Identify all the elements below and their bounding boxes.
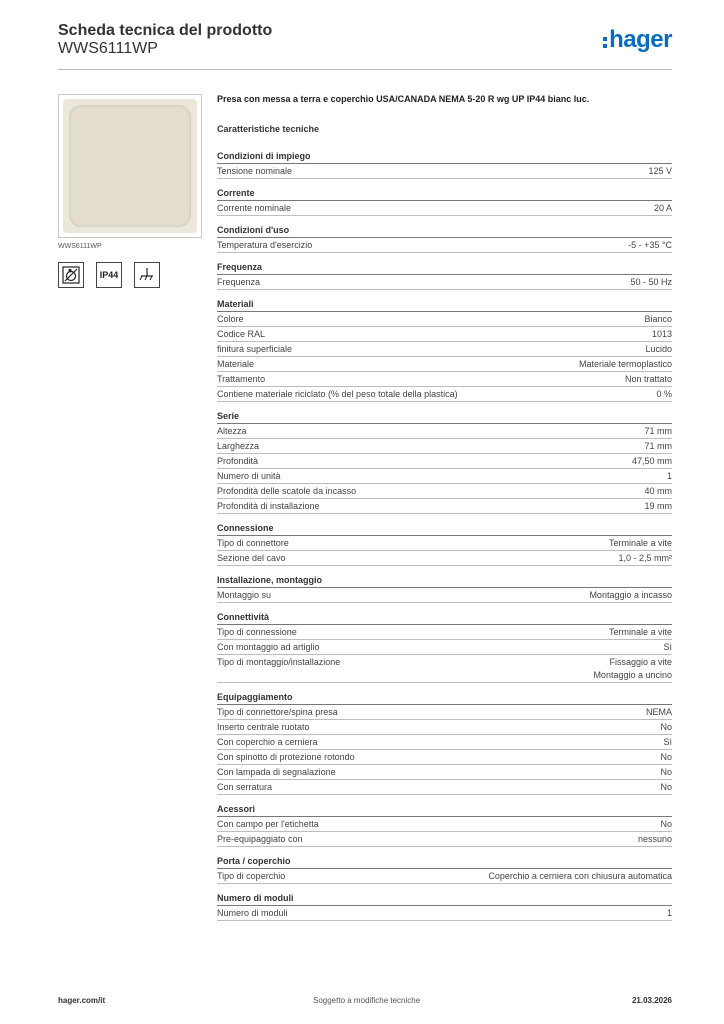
spec-row [217,832,672,847]
spec-value: Coperchio a cerniera con chiusura automatica [488,871,672,881]
spec-row [217,817,672,832]
ip44-icon: IP44 [96,262,122,288]
section-title: Connessione [217,522,672,536]
spec-section [217,187,672,216]
footer-date: 21.03.2026 [631,996,672,1005]
spec-row [217,906,672,921]
product-image-caption: WWS6111WP [58,243,102,250]
spec-row [217,869,672,884]
spec-label: Tipo di connessione [217,627,297,637]
spec-value: 125 V [648,166,672,176]
spec-label: Corrente nominale [217,203,292,213]
section-title: Connettività [217,611,672,625]
spec-label: Altezza [217,426,247,436]
spec-label: Materiale [217,359,255,369]
spec-value: 1 [666,908,672,918]
product-code: WWS6111WP [58,40,158,57]
spec-row [217,357,672,372]
earth-ground-icon [134,262,160,288]
spec-value: 50 - 50 Hz [630,277,672,287]
spec-label: Codice RAL [217,329,266,339]
spec-value: No [660,782,672,792]
spec-value: -5 - +35 °C [628,240,672,250]
section-title: Materiali [217,298,672,312]
spec-section [217,611,672,683]
section-title: Condizioni di impiego [217,150,672,164]
spec-value: 1,0 - 2,5 mm² [618,553,672,563]
spec-value: 20 A [653,203,672,213]
product-description: Presa con messa a terra e coperchio USA/CANADA NEMA 5-20 R wg UP IP44 bianc luc. [217,94,590,104]
page-header [58,20,672,70]
spec-row [217,342,672,357]
spec-sections [217,150,672,921]
spec-value: No [660,722,672,732]
spec-row [217,439,672,454]
spec-section [217,261,672,290]
spec-label: Colore [217,314,244,324]
spec-label: Tipo di connettore [217,538,289,548]
spec-section [217,522,672,566]
spec-value: Montaggio a incasso [589,590,672,600]
spec-row [217,387,672,402]
spec-value: Materiale termoplastico [578,359,672,369]
spec-value: 71 mm [644,426,672,436]
spec-row [217,164,672,179]
spec-row [217,705,672,720]
spec-label: Larghezza [217,441,260,451]
spec-label: Con montaggio ad artiglio [217,642,320,652]
spec-label: Sezione del cavo [217,553,286,563]
spec-row [217,312,672,327]
spec-row [217,750,672,765]
spec-label: Con campo per l'etichetta [217,819,319,829]
spec-label: Tipo di connettore/spina presa [217,707,338,717]
spec-value: 0 % [656,389,672,399]
spec-section [217,691,672,795]
spec-row [217,275,672,290]
spec-row [217,372,672,387]
spec-row [217,588,672,603]
spec-label: Trattamento [217,374,266,384]
spec-value: No [660,819,672,829]
spec-label: Con lampada di segnalazione [217,767,336,777]
spec-value: No [660,767,672,777]
spec-value: nessuno [637,834,672,844]
spec-label: finitura superficiale [217,344,293,354]
spec-label: Con spinotto di protezione rotondo [217,752,355,762]
spec-label: Inserto centrale ruotato [217,722,310,732]
spec-value: Terminale a vite [608,538,672,548]
spec-value: 19 mm [644,501,672,511]
spec-row [217,536,672,551]
page-title: Scheda tecnica del prodotto [58,22,273,39]
section-title: Corrente [217,187,672,201]
spec-row [217,469,672,484]
spec-label: Pre-equipaggiato con [217,834,303,844]
section-title: Frequenza [217,261,672,275]
spec-row [217,765,672,780]
spec-label: Tipo di montaggio/installazione [217,657,341,667]
logo-text: hager [609,26,672,53]
spec-row [217,484,672,499]
spec-label: Con coperchio a cerniera [217,737,318,747]
spec-row [217,499,672,514]
spec-label: Frequenza [217,277,261,287]
child-protection-icon [58,262,84,288]
section-title: Equipaggiamento [217,691,672,705]
specs-heading: Caratteristiche tecniche [217,124,320,134]
spec-label: Con serratura [217,782,273,792]
spec-value: Sì [663,737,672,747]
spec-label: Temperatura d'esercizio [217,240,313,250]
spec-value: 47,50 mm [631,456,672,466]
spec-label: Profondità [217,456,259,466]
spec-value: Sì [663,642,672,652]
spec-row [217,201,672,216]
spec-row [217,238,672,253]
footer-notice: Soggetto a modifiche tecniche [313,996,421,1005]
section-title: Porta / coperchio [217,855,672,869]
spec-row [217,327,672,342]
spec-label: Tensione nominale [217,166,293,176]
spec-value: Bianco [644,314,672,324]
spec-label: Montaggio su [217,590,272,600]
section-title: Condizioni d'uso [217,224,672,238]
spec-value: Fissaggio a vite Montaggio a uncino [593,657,672,680]
spec-label: Numero di moduli [217,908,288,918]
feature-badges [58,262,160,288]
spec-value: NEMA [645,707,672,717]
spec-content [217,94,672,929]
spec-row [217,780,672,795]
spec-section [217,224,672,253]
spec-label: Contiene materiale riciclato (% del peso totale della plastica) [217,389,458,399]
spec-row [217,424,672,439]
spec-value: 1013 [651,329,672,339]
spec-row [217,551,672,566]
spec-section [217,410,672,514]
spec-section [217,803,672,847]
section-title: Numero di moduli [217,892,672,906]
spec-row [217,625,672,640]
hager-logo [603,26,672,54]
spec-value: Non trattato [624,374,672,384]
spec-row [217,720,672,735]
cover-lid [69,105,191,227]
spec-value: 1 [666,471,672,481]
spec-row [217,454,672,469]
spec-label: Profondità di installazione [217,501,320,511]
spec-section [217,150,672,179]
section-title: Installazione, montaggio [217,574,672,588]
spec-value: No [660,752,672,762]
spec-section [217,574,672,603]
spec-section [217,855,672,884]
spec-row [217,640,672,655]
spec-row [217,735,672,750]
section-title: Serie [217,410,672,424]
cover-plate [63,99,197,233]
section-title: Acessori [217,803,672,817]
spec-section [217,298,672,402]
spec-value: 71 mm [644,441,672,451]
logo-dots-icon [603,37,607,48]
spec-value: Lucido [645,344,672,354]
spec-value: 40 mm [644,486,672,496]
spec-section [217,892,672,921]
product-image [58,94,202,238]
spec-row [217,655,672,683]
spec-label: Tipo di coperchio [217,871,286,881]
footer-website[interactable]: hager.com/it [58,996,106,1005]
spec-label: Profondità delle scatole da incasso [217,486,357,496]
spec-label: Numero di unità [217,471,281,481]
spec-value: Terminale a vite [608,627,672,637]
